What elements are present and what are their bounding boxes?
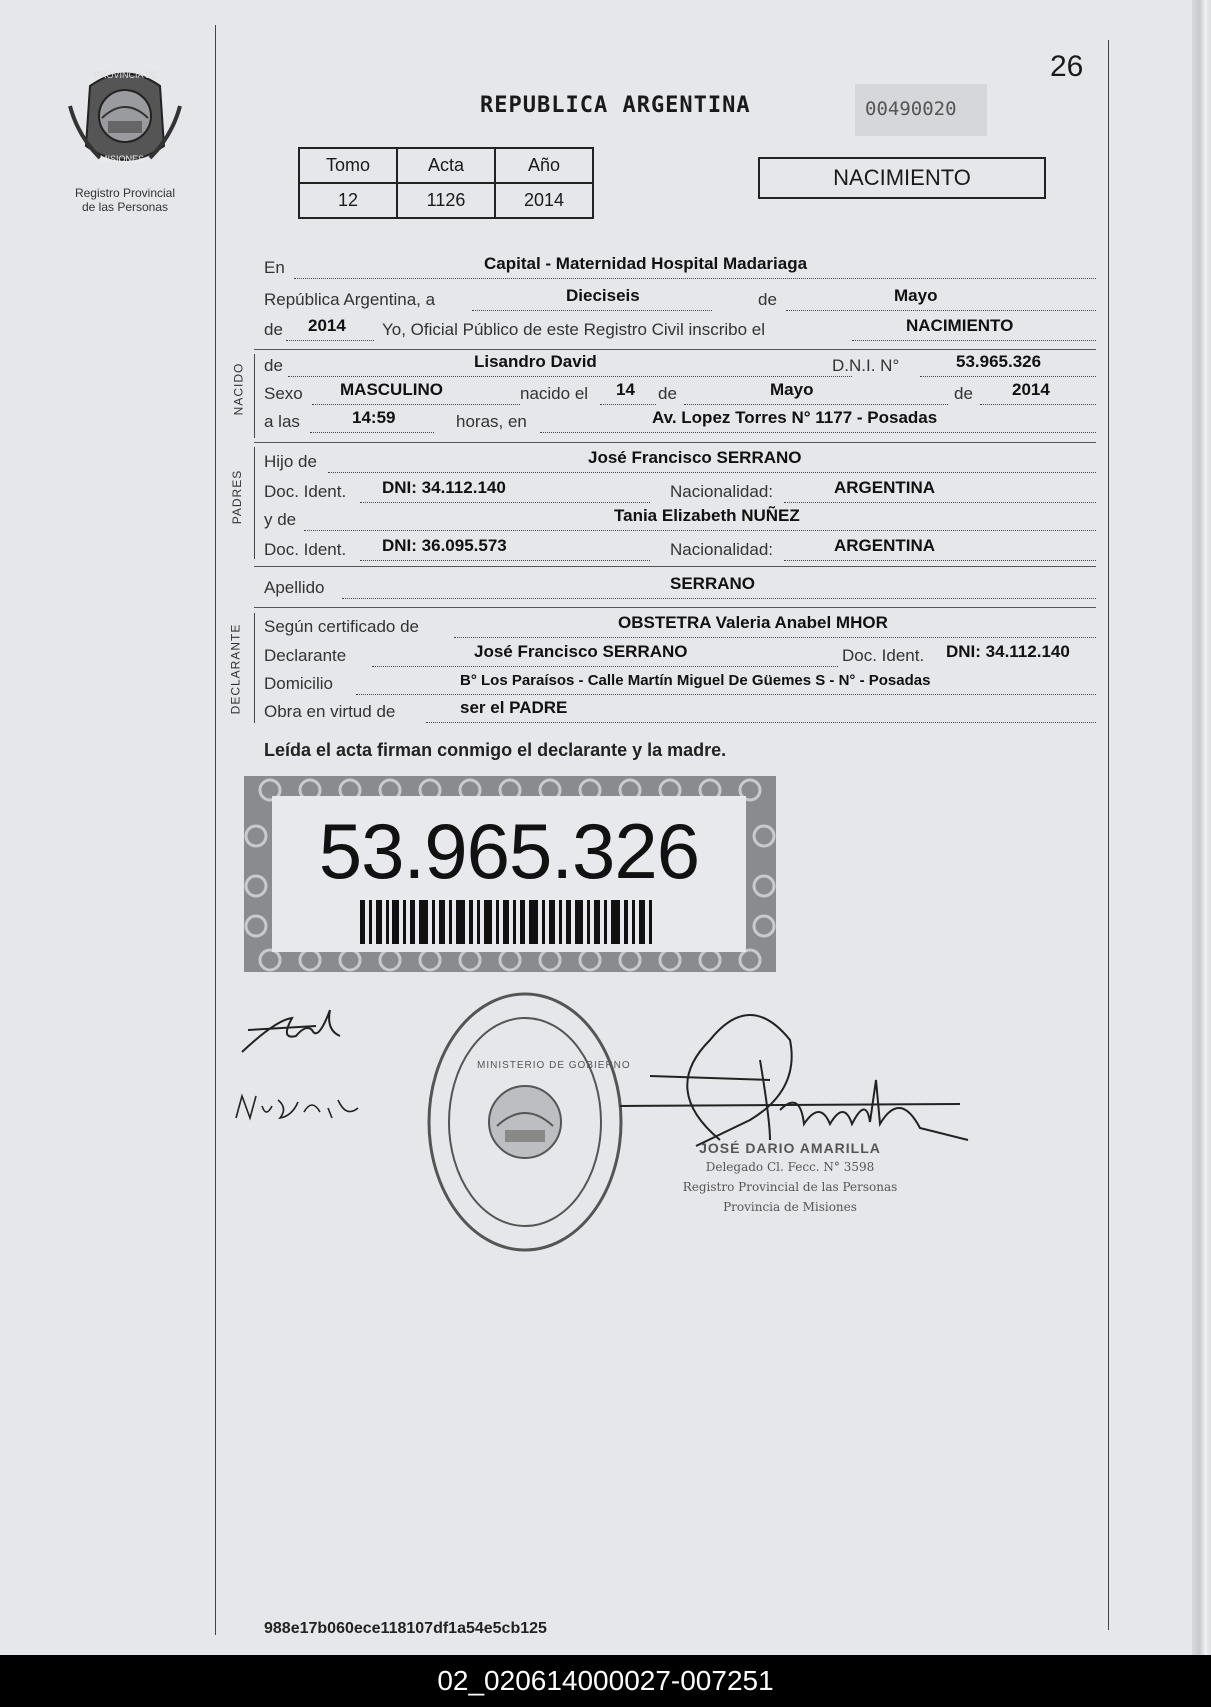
official-office: Registro Provincial de las Personas — [682, 1180, 898, 1194]
dotted-line — [784, 501, 1096, 503]
register-header-tomo: Tomo — [299, 148, 397, 183]
official-signature — [600, 1000, 970, 1150]
father-doc-row — [264, 478, 1096, 506]
sexo-label: Sexo — [264, 384, 303, 403]
de2-label: de — [264, 320, 283, 339]
nacido-name-row — [264, 352, 1096, 380]
mother-signature-drawing — [232, 1088, 372, 1128]
register-header-acta: Acta — [397, 148, 495, 183]
mother-doc-row — [264, 536, 1096, 564]
child-name: Lisandro David — [474, 352, 597, 371]
logo-text-bottom: MISIONES — [100, 154, 145, 164]
page-number: 26 — [1050, 50, 1084, 83]
official-seal — [425, 990, 631, 1255]
nacido-section-label: NACIDO — [231, 362, 246, 416]
dotted-line — [294, 277, 1096, 279]
barcode-panel — [272, 796, 746, 952]
father-row — [264, 448, 1096, 476]
father-nationality: ARGENTINA — [834, 478, 936, 497]
horas-label: horas, en — [456, 412, 527, 431]
obra-value: ser el PADRE — [460, 698, 568, 717]
yo-text: Yo, Oficial Público de este Registro Civil inscribo el — [382, 320, 765, 339]
logo-caption-line-1: Registro Provincial — [74, 186, 176, 200]
hijo-de-label: Hijo de — [264, 452, 317, 471]
en-label: En — [264, 258, 285, 277]
dotted-line — [600, 403, 656, 405]
birth-month: Mayo — [770, 380, 814, 399]
domicilio-label: Domicilio — [264, 674, 333, 693]
dotted-line — [288, 375, 852, 377]
birth-place: Av. Lopez Torres N° 1177 - Posadas — [652, 408, 938, 427]
section-bar — [254, 613, 255, 723]
surname-row — [264, 574, 1096, 602]
mother-doc: DNI: 36.095.573 — [382, 536, 507, 555]
register-value-acta: 1126 — [397, 183, 495, 218]
nacido-sex-row — [264, 380, 1096, 408]
nacido-de2-label: de — [658, 384, 677, 403]
register-header-ano: Año — [495, 148, 593, 183]
declarante-label: Declarante — [264, 646, 347, 665]
page-edge — [1192, 0, 1211, 1655]
register-value-tomo: 12 — [299, 183, 397, 218]
dotted-line — [454, 636, 1096, 638]
domicile-value: B° Los Paraísos - Calle Martín Miguel De Güemes S - N° - Posadas — [460, 672, 931, 689]
dni-label: D.N.I. N° — [832, 356, 900, 375]
month-value: Mayo — [894, 286, 938, 305]
country-title: REPUBLICA ARGENTINA — [480, 93, 751, 118]
barcode-bars — [272, 796, 746, 952]
register-table — [298, 147, 594, 219]
dotted-line — [980, 403, 1096, 405]
father-name: José Francisco SERRANO — [588, 448, 802, 467]
logo-caption — [50, 186, 200, 214]
section-bar — [254, 447, 255, 559]
dotted-line — [360, 501, 650, 503]
day-value: Dieciseis — [566, 286, 640, 305]
declarant-name: José Francisco SERRANO — [474, 642, 688, 661]
y-de-label: y de — [264, 510, 297, 529]
dotted-line — [328, 471, 1096, 473]
footer-bar — [0, 1655, 1211, 1707]
dotted-line — [920, 375, 1096, 377]
dotted-line — [342, 597, 1096, 599]
official-title: Delegado Cl. Fecc. N° 3598 — [705, 1160, 875, 1174]
official-province: Provincia de Misiones — [723, 1200, 857, 1214]
place-value: Capital - Maternidad Hospital Madariaga — [484, 254, 808, 273]
inscribo-value: NACIMIENTO — [906, 316, 1014, 335]
declarant-signature — [236, 990, 346, 1060]
mother-nat-label: Nacionalidad: — [670, 540, 774, 559]
year-value: 2014 — [308, 316, 346, 335]
seal-inner-text: MINISTERIO DE GOBIERNO — [477, 1060, 631, 1071]
logo-caption-line-2: de las Personas — [81, 200, 169, 214]
section-divider — [254, 442, 1096, 443]
apellido-label: Apellido — [264, 578, 325, 597]
republica-label: República Argentina, a — [264, 290, 436, 309]
serial-number: 00490020 — [865, 98, 957, 120]
place-row — [264, 254, 1096, 282]
de-label: de — [758, 290, 777, 309]
dotted-line — [304, 529, 1096, 531]
document-hash: 988e17b060ece118107df1a54e5cb125 — [264, 1620, 547, 1637]
mother-row — [264, 506, 1096, 534]
right-margin-line — [1108, 40, 1109, 1630]
child-dni: 53.965.326 — [956, 352, 1042, 371]
register-value-ano: 2014 — [495, 183, 593, 218]
logo-text-top: PROVINCIA DE — [94, 70, 159, 80]
file-id: 02_020614000027-007251 — [437, 1665, 774, 1696]
declarant-doc: DNI: 34.112.140 — [946, 642, 1070, 661]
mother-name: Tania Elizabeth NUÑEZ — [614, 506, 800, 525]
province-logo — [60, 66, 190, 176]
cert-label: Según certificado de — [264, 617, 419, 636]
record-type-box: NACIMIENTO — [758, 157, 1046, 199]
mother-nationality: ARGENTINA — [834, 536, 936, 555]
dotted-line — [472, 309, 712, 311]
date-row — [264, 286, 1096, 314]
dotted-line — [372, 665, 838, 667]
nacido-time-row — [264, 408, 1096, 436]
declarante-section-label: DECLARANTE — [228, 623, 243, 715]
mother-doc-label: Doc. Ident. — [264, 540, 347, 559]
section-divider — [254, 566, 1096, 567]
declarant-row — [264, 642, 1096, 670]
father-doc: DNI: 34.112.140 — [382, 478, 506, 497]
official-name: JOSÉ DARIO AMARILLA — [699, 1140, 881, 1156]
birth-hour: 14:59 — [352, 408, 396, 427]
dotted-line — [426, 721, 1096, 723]
section-bar — [254, 354, 255, 438]
nacido-de3-label: de — [954, 384, 973, 403]
sexo-value: MASCULINO — [340, 380, 443, 399]
dotted-line — [852, 339, 1096, 341]
nacido-el-label: nacido el — [520, 384, 589, 403]
section-divider — [254, 607, 1096, 608]
father-nat-label: Nacionalidad: — [670, 482, 774, 501]
birth-year: 2014 — [1012, 380, 1050, 399]
padres-section-label: PADRES — [230, 469, 245, 525]
cert-value: OBSTETRA Valeria Anabel MHOR — [618, 613, 888, 632]
dotted-line — [784, 559, 1096, 561]
dotted-line — [540, 431, 1096, 433]
dotted-line — [684, 403, 948, 405]
dotted-line — [286, 339, 374, 341]
birth-day: 14 — [616, 380, 635, 399]
certificate-row — [264, 613, 1096, 641]
dotted-line — [360, 559, 650, 561]
left-margin-line — [215, 25, 216, 1635]
section-divider — [254, 349, 1096, 350]
declarant-doc-label: Doc. Ident. — [842, 646, 925, 665]
barcode-number: 53.965.326 — [318, 807, 700, 895]
inscribo-row — [264, 316, 1096, 344]
dotted-line — [786, 309, 1096, 311]
alas-label: a las — [264, 412, 300, 431]
nacido-de-label: de — [264, 356, 283, 375]
dotted-line — [312, 403, 520, 405]
domicile-row — [264, 674, 1096, 698]
surname-value: SERRANO — [670, 574, 756, 593]
obra-label: Obra en virtud de — [264, 702, 396, 721]
dotted-line — [310, 431, 434, 433]
serial-number-box — [855, 84, 987, 136]
mother-signature-text — [236, 1096, 243, 1097]
closing-statement: Leída el acta firman conmigo el declarante y la madre. — [264, 740, 727, 760]
dotted-line — [356, 693, 1096, 695]
obra-row — [264, 698, 1096, 726]
barcode-label — [244, 776, 776, 972]
father-doc-label: Doc. Ident. — [264, 482, 347, 501]
